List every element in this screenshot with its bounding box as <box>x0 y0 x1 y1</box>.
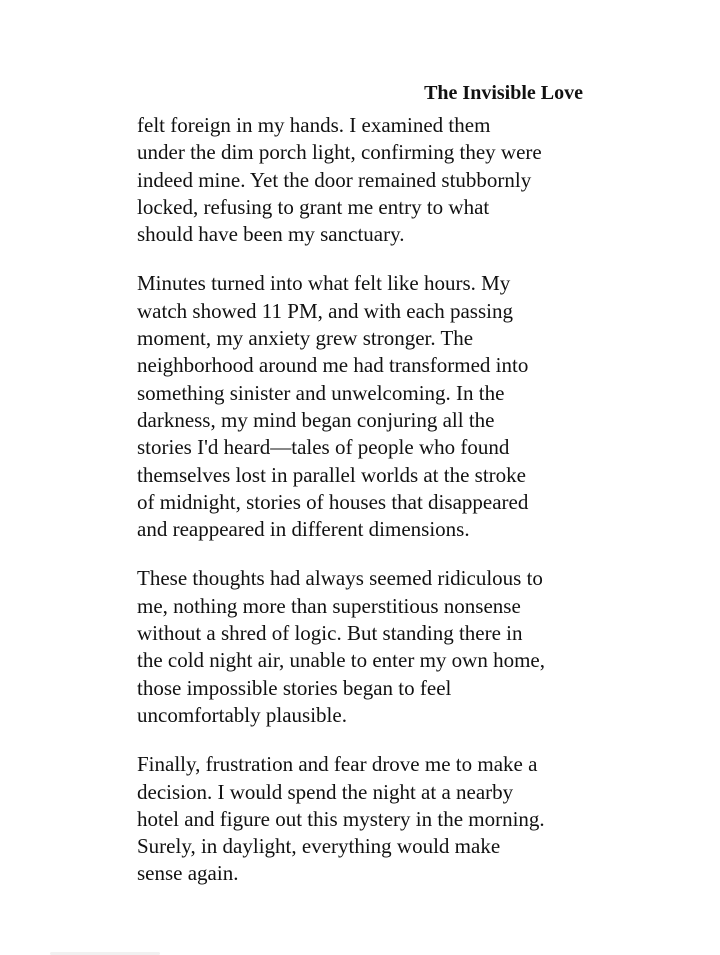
text-line: locked, refusing to grant me entry to what <box>137 194 490 219</box>
page-body-text <box>137 112 592 910</box>
paragraph-4 <box>137 751 592 887</box>
text-line: moment, my anxiety grew stronger. The <box>137 326 474 351</box>
text-line: the cold night air, unable to enter my own home, <box>137 648 545 673</box>
text-line: Minutes turned into what felt like hours. My <box>137 271 511 296</box>
text-line: These thoughts had always seemed ridiculous to <box>137 566 543 591</box>
text-line: hotel and figure out this mystery in the morning. <box>137 806 545 831</box>
text-line: should have been my sanctuary. <box>137 222 405 247</box>
paragraph-1 <box>137 112 592 248</box>
text-line: watch showed 11 PM, and with each passing <box>137 298 513 323</box>
text-line: and reappeared in different dimensions. <box>137 517 470 542</box>
text-line: themselves lost in parallel worlds at the stroke <box>137 462 526 487</box>
text-line: Finally, frustration and fear drove me to make a <box>137 752 538 777</box>
text-line: indeed mine. Yet the door remained stubbornly <box>137 167 532 192</box>
text-line: without a shred of logic. But standing there in <box>137 621 523 646</box>
text-line: me, nothing more than superstitious nonsense <box>137 593 521 618</box>
text-line: of midnight, stories of houses that disappeared <box>137 489 529 514</box>
text-line: neighborhood around me had transformed into <box>137 353 529 378</box>
running-header-title: The Invisible Love <box>424 82 583 104</box>
paragraph-2 <box>137 270 592 543</box>
text-line: under the dim porch light, confirming they were <box>137 140 542 165</box>
paragraph-3 <box>137 565 592 729</box>
text-line: darkness, my mind began conjuring all the <box>137 407 495 432</box>
text-line: those impossible stories began to feel <box>137 675 452 700</box>
text-line: Surely, in daylight, everything would make <box>137 834 501 859</box>
text-line: felt foreign in my hands. I examined them <box>137 113 491 137</box>
text-line: uncomfortably plausible. <box>137 702 347 727</box>
text-line: stories I'd heard—tales of people who found <box>137 435 510 460</box>
text-line: something sinister and unwelcoming. In the <box>137 380 505 405</box>
text-line: sense again. <box>137 861 239 886</box>
text-line: decision. I would spend the night at a nearby <box>137 779 514 804</box>
